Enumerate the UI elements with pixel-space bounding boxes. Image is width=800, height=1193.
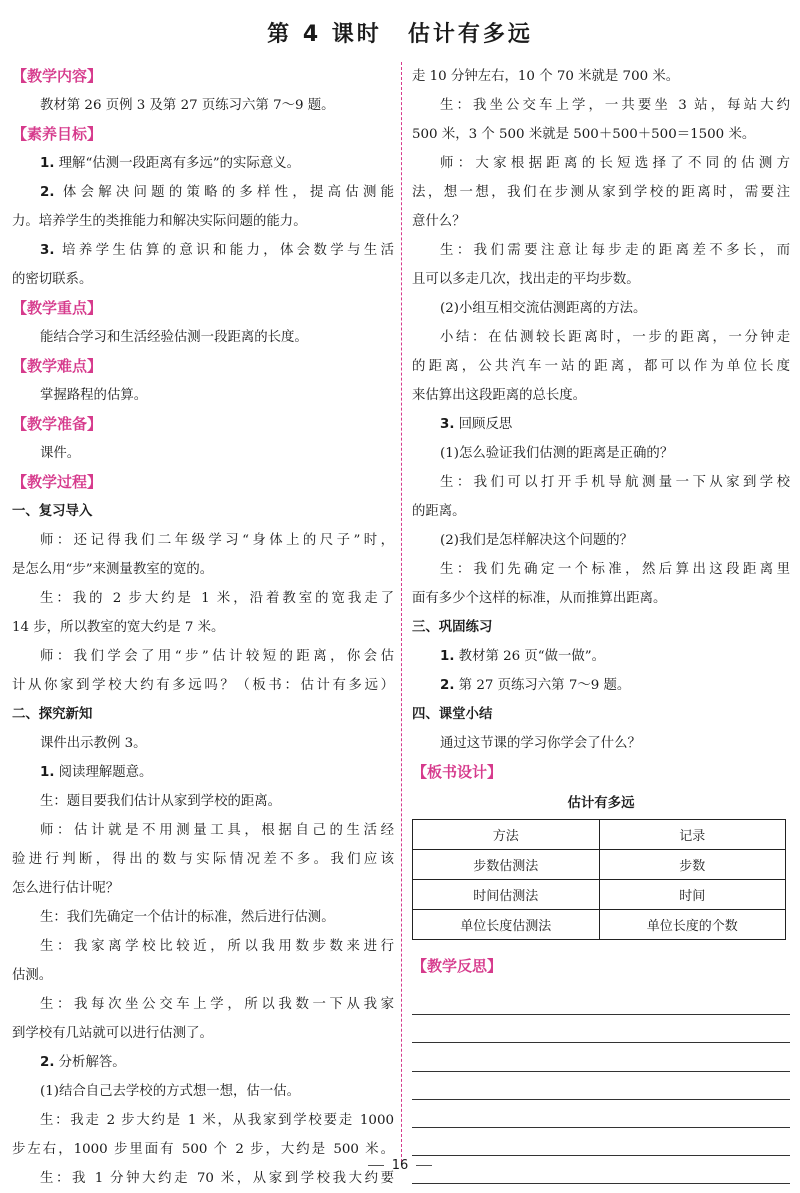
table-header-record: 记录 [599, 820, 786, 850]
paragraph: 估测。 [12, 968, 53, 983]
goal-3-line-a: 3. 培养学生估算的意识和能力，体会数学与生活 [40, 243, 394, 258]
writing-line [412, 1015, 790, 1043]
table-row [413, 910, 786, 940]
paragraph: 课件出示教例 3。 [40, 736, 147, 751]
key-point-tag: 【教学重点】 [12, 299, 103, 317]
key-point-text: 能结合学习和生活经验估测一段距离的长度。 [40, 330, 308, 345]
paragraph: (2)我们是怎样解决这个问题的？ [440, 533, 634, 548]
paragraph: 计从你家到学校大约有多远吗？（板书：估计有多远） [12, 678, 394, 693]
board-table [412, 819, 786, 940]
paragraph: 生：题目要我们估计从家到学校的距离。 [40, 794, 282, 809]
writing-line [412, 1043, 790, 1071]
footer-dash-right [416, 1165, 432, 1166]
paragraph: 师：还记得我们二年级学习“身体上的尺子”时， [40, 533, 394, 548]
paragraph: (2)小组互相交流估测距离的方法。 [440, 301, 647, 316]
preparation-text: 课件。 [40, 446, 81, 461]
writing-line [412, 987, 790, 1015]
paragraph: 验进行判断，得出的数与实际情况差不多。我们应该 [12, 852, 394, 867]
content-tag: 【教学内容】 [12, 67, 103, 85]
step-3: 3. 回顾反思 [440, 417, 513, 432]
process-tag: 【教学过程】 [12, 473, 103, 491]
goal-1: 1. 理解“估测一段距离有多远”的实际意义。 [40, 156, 301, 171]
reflection-lines [412, 987, 790, 1184]
table-header-method: 方法 [413, 820, 600, 850]
table-cell: 时间 [599, 880, 786, 910]
paragraph: 到学校有几站就可以进行估测了。 [12, 1026, 213, 1041]
table-cell: 单位长度估测法 [413, 910, 600, 940]
paragraph: 生：我们需要注意让每步走的距离差不多长，而 [440, 243, 790, 258]
difficulty-text: 掌握路程的估算。 [40, 388, 148, 403]
lesson-topic: 估计有多远 [407, 22, 533, 47]
board-title: 估计有多远 [567, 796, 635, 811]
paragraph: 面有多少个这样的标准，从而推算出距离。 [412, 591, 667, 606]
paragraph: 生：我每次坐公交车上学，所以我数一下从我家 [40, 997, 394, 1012]
goals-tag: 【素养目标】 [12, 125, 103, 143]
reflection-tag: 【教学反思】 [412, 957, 503, 975]
page-number: 16 [391, 1158, 409, 1173]
paragraph: 生：我走 2 步大约是 1 米，从我家到学校要走 1000 [40, 1113, 394, 1128]
paragraph: 生：我的 2 步大约是 1 米，沿着教室的宽我走了 [40, 591, 394, 606]
section-1-heading: 一、复习导入 [12, 504, 93, 519]
page-footer [0, 1158, 800, 1173]
paragraph: 法，想一想，我们在步测从家到学校的距离时，需要注 [412, 185, 790, 200]
writing-line [412, 1128, 790, 1156]
paragraph: 师：估计就是不用测量工具，根据自己的生活经 [40, 823, 394, 838]
section-2-heading: 二、探究新知 [12, 707, 93, 722]
page-title [0, 20, 800, 50]
paragraph: 通过这节课的学习你学会了什么？ [440, 736, 641, 751]
section-4-heading: 四、课堂小结 [412, 707, 493, 722]
left-column [12, 62, 394, 1193]
writing-line [412, 1072, 790, 1100]
paragraph: (1)怎么验证我们估测的距离是正确的？ [440, 446, 674, 461]
column-divider [401, 62, 402, 1162]
paragraph: 生：我们先确定一个标准，然后算出这段距离里 [440, 562, 790, 577]
paragraph: 14 步，所以教室的宽大约是 7 米。 [12, 620, 225, 635]
right-column [412, 62, 790, 1184]
paragraph: 小结：在估测较长距离时，一步的距离，一分钟走 [440, 330, 790, 345]
table-row [413, 850, 786, 880]
paragraph: 来估算出这段距离的总长度。 [412, 388, 587, 403]
paragraph: 的距离。 [412, 504, 466, 519]
paragraph: 意什么？ [412, 214, 466, 229]
preparation-tag: 【教学准备】 [12, 415, 103, 433]
table-row [413, 880, 786, 910]
footer-dash-left [368, 1165, 384, 1166]
paragraph: 生：我家离学校比较近，所以我用数步数来进行 [40, 939, 394, 954]
goal-2-line-a: 2. 体会解决问题的策略的多样性，提高估测能 [40, 185, 394, 200]
content-text: 教材第 26 页例 3 及第 27 页练习六第 7～9 题。 [40, 98, 335, 113]
writing-line [412, 1100, 790, 1128]
goal-2-line-b: 力。培养学生的类推能力和解决实际问题的能力。 [12, 214, 307, 229]
paragraph: 生：我们先确定一个估计的标准，然后进行估测。 [40, 910, 335, 925]
paragraph: 生：我们可以打开手机导航测量一下从家到学校 [440, 475, 790, 490]
table-cell: 步数估测法 [413, 850, 600, 880]
step-2: 2. 分析解答。 [40, 1055, 126, 1070]
paragraph: 师：大家根据距离的长短选择了不同的估测方 [440, 156, 790, 171]
table-cell: 步数 [599, 850, 786, 880]
step-1: 1. 阅读理解题意。 [40, 765, 153, 780]
lesson-number: 第 4 课时 [267, 22, 382, 47]
board-design-tag: 【板书设计】 [412, 763, 503, 781]
paragraph: 生：我坐公交车上学，一共要坐 3 站，每站大约 [440, 98, 790, 113]
paragraph: 生：我 1 分钟大约走 70 米，从家到学校我大约要 [40, 1171, 394, 1186]
table-cell: 时间估测法 [413, 880, 600, 910]
exercise-1: 1. 教材第 26 页“做一做”。 [440, 649, 606, 664]
section-3-heading: 三、巩固练习 [412, 620, 493, 635]
paragraph: (1)结合自己去学校的方式想一想，估一估。 [40, 1084, 300, 1099]
table-header-row [413, 820, 786, 850]
paragraph: 的距离，公共汽车一站的距离，都可以作为单位长度 [412, 359, 790, 374]
paragraph: 且可以多走几次，找出走的平均步数。 [412, 272, 640, 287]
paragraph: 是怎么用“步”来测量教室的宽的。 [12, 562, 214, 577]
paragraph: 步左右，1000 步里面有 500 个 2 步，大约是 500 米。 [12, 1142, 394, 1157]
paragraph: 师：我们学会了用“步”估计较短的距离，你会估 [40, 649, 394, 664]
exercise-2: 2. 第 27 页练习六第 7～9 题。 [440, 678, 631, 693]
paragraph: 500 米，3 个 500 米就是 500＋500＋500＝1500 米。 [412, 127, 756, 142]
table-cell: 单位长度的个数 [599, 910, 786, 940]
paragraph: 怎么进行估计呢？ [12, 881, 120, 896]
goal-3-line-b: 的密切联系。 [12, 272, 93, 287]
paragraph: 走 10 分钟左右，10 个 70 米就是 700 米。 [412, 69, 680, 84]
difficulty-tag: 【教学难点】 [12, 357, 103, 375]
